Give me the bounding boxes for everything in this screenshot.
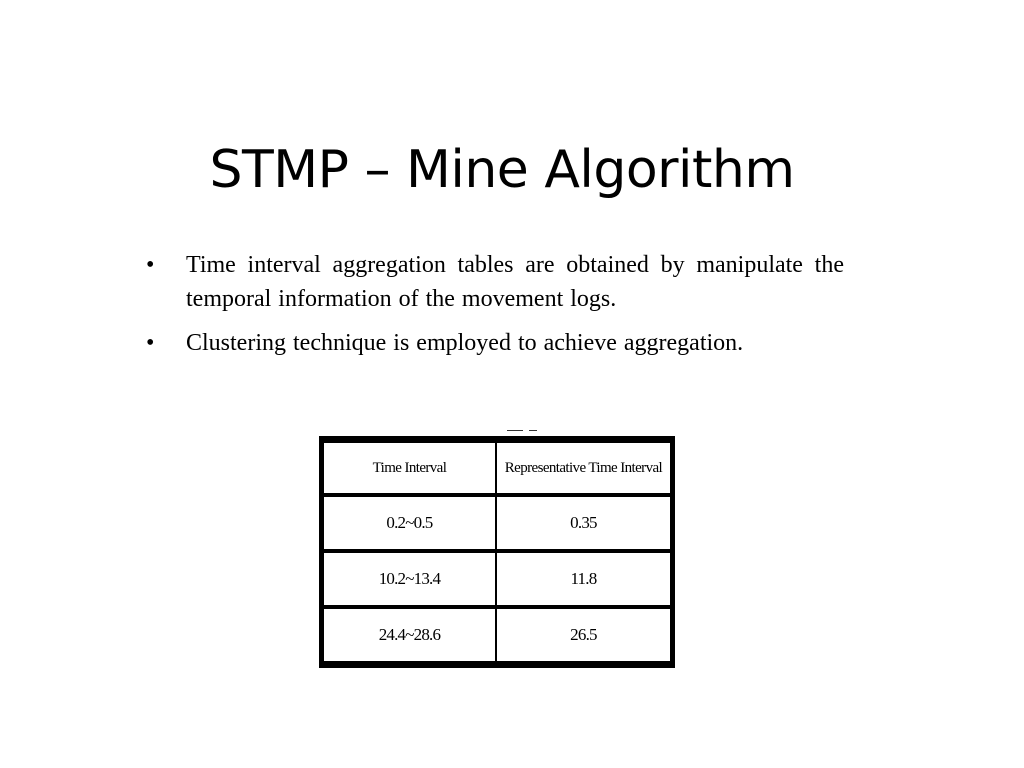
time-interval-aggregation-table xyxy=(319,436,675,668)
slide-title: STMP – Mine Algorithm xyxy=(209,140,795,200)
cell-time-interval: 24.4~28.6 xyxy=(322,607,496,665)
bullet-icon: • xyxy=(146,330,155,356)
header-time-interval: Time Interval xyxy=(322,440,496,496)
bullet-item xyxy=(144,248,844,316)
table-row xyxy=(322,607,673,665)
table-header-row xyxy=(322,440,673,496)
aggregation-table-figure xyxy=(319,436,677,668)
cell-time-interval: 0.2~0.5 xyxy=(322,495,496,551)
table-row xyxy=(322,551,673,607)
bullet-item xyxy=(144,326,844,360)
cell-time-interval: 10.2~13.4 xyxy=(322,551,496,607)
bullet-list xyxy=(144,248,844,370)
table-row xyxy=(322,495,673,551)
header-representative-time-interval: Representative Time Interval xyxy=(496,440,673,496)
caption-dash xyxy=(507,430,523,431)
cell-representative-value: 11.8 xyxy=(496,551,673,607)
bullet-icon: • xyxy=(146,252,155,278)
cell-representative-value: 0.35 xyxy=(496,495,673,551)
caption-dash xyxy=(529,430,537,431)
cell-representative-value: 26.5 xyxy=(496,607,673,665)
bullet-text: Time interval aggregation tables are obtained by manipulate the temporal information of the movement logs. xyxy=(186,252,844,312)
bullet-text: Clustering technique is employed to achieve aggregation. xyxy=(186,330,744,356)
table-caption-artifact xyxy=(505,424,675,438)
